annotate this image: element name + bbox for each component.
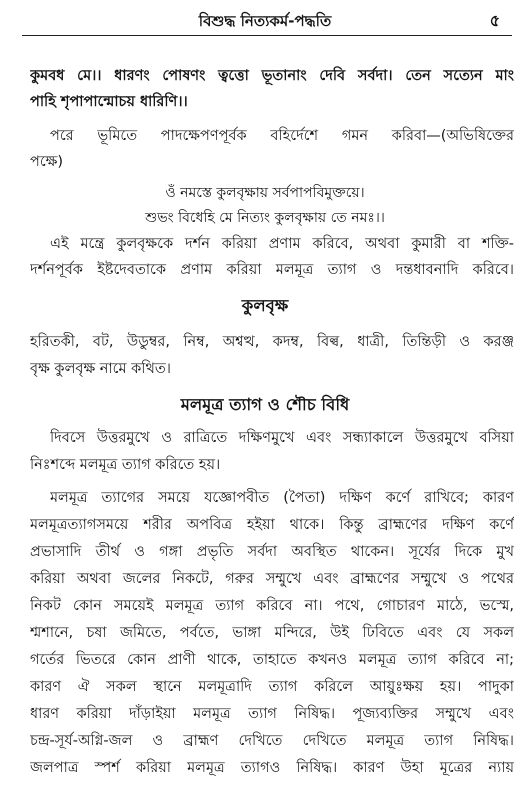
text-line: হরিতকী, বট, উডুম্বর, নিম্ব, অশ্বত্থ, কদম্ব, বিল্ব, ধাত্রী, তিন্তিড়ী ও করঞ্জ [30,334,514,350]
text-line: চন্দ্র-সূর্য-অগ্নি-জল ও ব্রাহ্মণ দেখিতে দেখিতে মলমূত্র ত্যাগ নিষিদ্ধ। [30,733,514,749]
text-line: দর্শনপূর্বক ইষ্টদেবতাকে প্রণাম করিয়া মলমূত্র ত্যাগ ও দন্তধাবনাদি করিবে। [30,262,514,278]
header-rule [22,35,512,36]
text-line: কুমবধ মে।। ধারণং পোষণং ত্বত্তো ভূতানাং দেবি সর্বদা। তেন সত্যেন মাং [30,68,514,84]
text-line: ধারণ করিয়া দাঁড়াইয়া মলমূত্র ত্যাগ নিষিদ্ধ। পূজ্যব্যক্তির সম্মুখে এবং [30,706,514,722]
text-line: জলপাত্র স্পর্শ করিয়া মলমূত্র ত্যাগও নিষিদ্ধ। কারণ উহা মূত্রের ন্যায় [30,760,514,776]
text-line: দিবসে উত্তরমুখে ও রাত্রিতে দক্ষিণমুখে এবং সন্ধ্যাকালে উত্তরমুখে বসিয়া [50,430,514,446]
section-heading: কুলবৃক্ষ [241,296,289,315]
text-line: শ্মশানে, চষা জমিতে, পর্বতে, ভাঙ্গা মন্দিরে, উই ঢিবিতে এবং যে সকল [30,625,514,641]
text-line: নিঃশব্দে মলমূত্র ত্যাগ করিতে হয়। [30,457,221,473]
text-line: করিয়া অথবা জলের নিকটে, গরুর সম্মুখে এবং ব্রাহ্মণের সম্মুখে ও পথের [30,571,514,587]
text-line: এই মন্ত্রে কুলবৃক্ষকে দর্শন করিয়া প্রণাম করিবে, অথবা কুমারী বা শক্তি- [50,236,514,252]
text-line: প্রভাসাদি তীর্থ ও গঙ্গা প্রভৃতি সর্বদা অবস্থিত থাকেন। সূর্যের দিকে মুখ [30,544,514,560]
text-line: পরে ভূমিতে পাদক্ষেপণপূর্বক বহির্দেশে গমন করিবা—(অভিষিক্তের [50,128,514,144]
text-line: পক্ষে) [30,154,64,170]
text-line: নিকট কোন সময়েই মলমূত্র ত্যাগ করিবে না। পথে, গোচারণ মাঠে, ভস্মে, [30,598,514,614]
running-title: বিশুদ্ধ নিত্যকর্ম-পদ্ধতি [198,12,332,30]
page-number: ৫ [489,11,500,30]
text-line: মলমূত্রত্যাগসময়ে শরীর অপবিত্র হইয়া থাকে। কিন্তু ব্রাহ্মণের দক্ষিণ কর্ণে [30,517,514,533]
mantra-line: শুভং বিধেহি মে নিত্যং কুলবৃক্ষায় তে নমঃ।। [145,210,385,226]
mantra-line: ওঁ নমস্তে কুলবৃক্ষায় সর্বপাপবিমুক্তয়ে। [165,185,365,201]
text-line: কারণ ঐ সকল স্থানে মলমূত্রাদি ত্যাগ করিলে আয়ুঃক্ষয় হয়। পাদুকা [30,679,514,695]
running-head [0,8,530,34]
text-line: গর্তের ভিতরে কোন প্রাণী থাকে, তাহাতে কখনও মলমূত্র ত্যাগ করিবে না; [30,652,514,668]
text-line: মলমূত্র ত্যাগের সময়ে যজ্ঞোপবীত (পৈতা) দক্ষিণ কর্ণে রাখিবে; কারণ [50,490,514,506]
text-line: পাহি শৃপাপান্মোচয় ধারিণি।। [30,94,188,110]
section-heading: মলমূত্র ত্যাগ ও শৌচ বিধি [180,395,350,414]
text-line: বৃক্ষ কুলবৃক্ষ নামে কথিত। [30,361,171,377]
